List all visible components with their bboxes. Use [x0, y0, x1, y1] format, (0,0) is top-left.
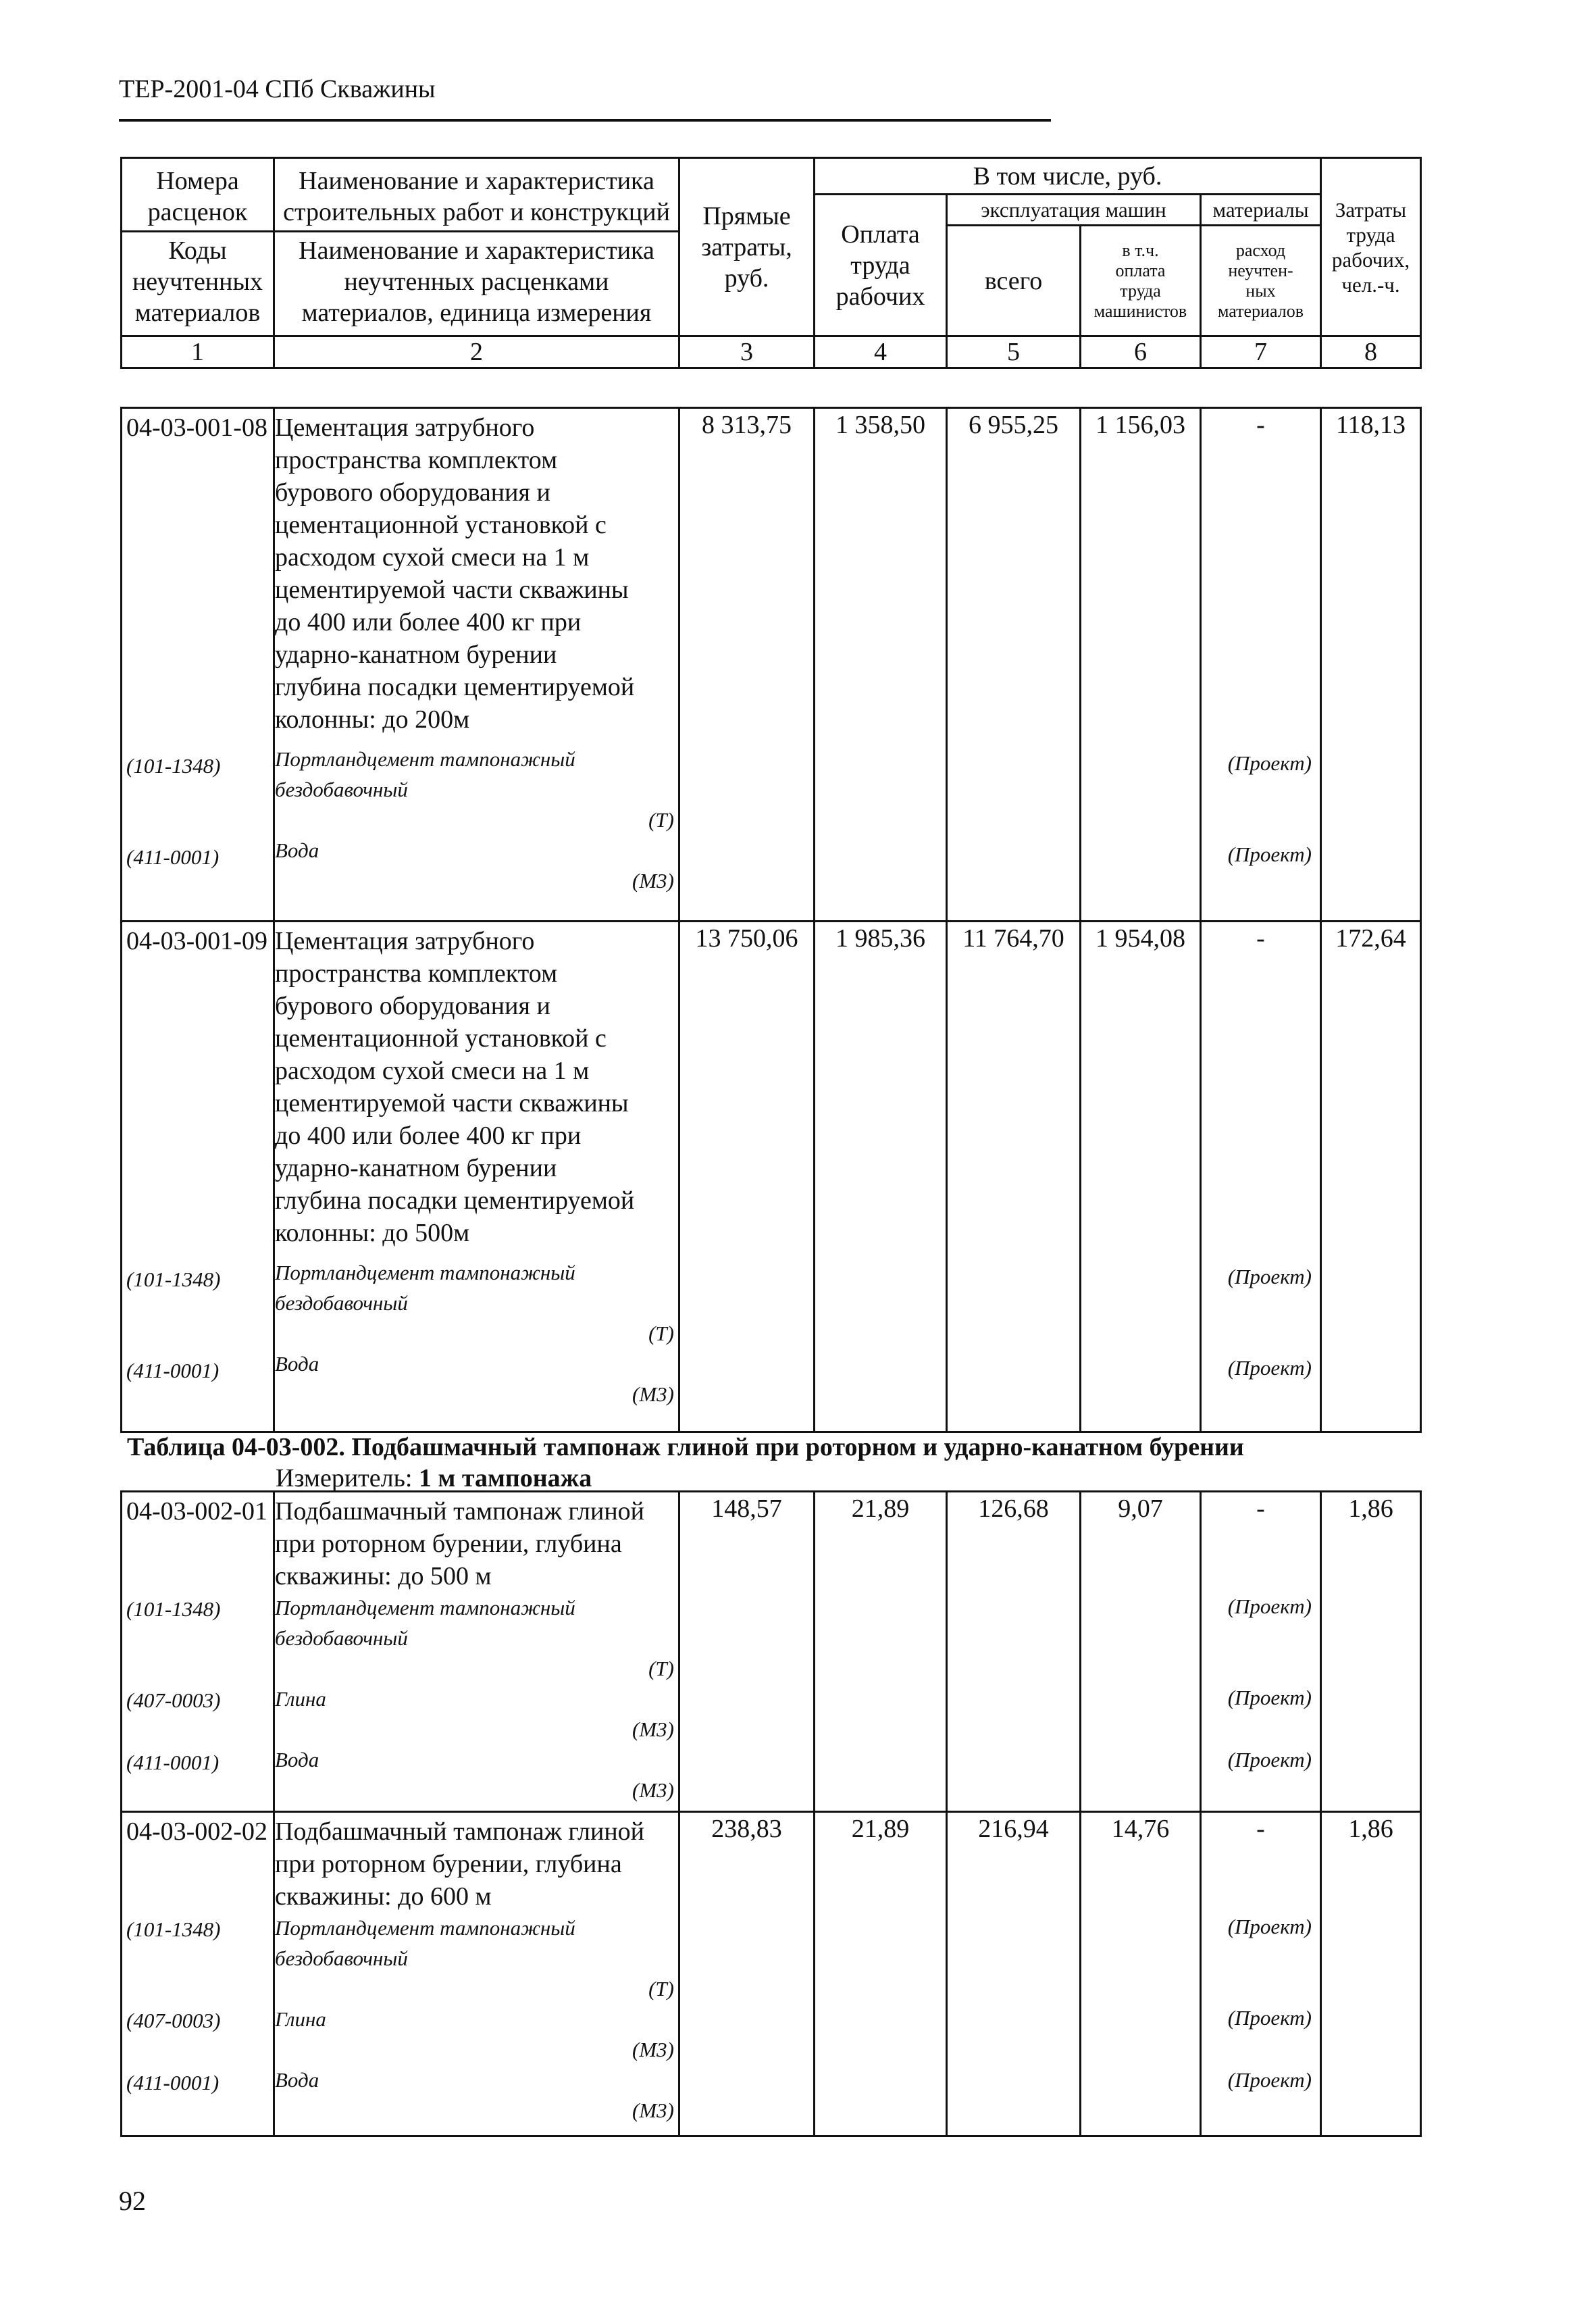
machine-total-value: 216,94 — [947, 1812, 1081, 2136]
machinist-pay-value: 1 156,03 — [1081, 408, 1201, 922]
worker-pay-value: 21,89 — [815, 1812, 947, 2136]
rate-code-cell: 04-03-002-02 (101-1348) (407-0003) (411-0001) — [122, 1812, 274, 2136]
worker-pay-value: 21,89 — [815, 1492, 947, 1812]
machine-total-value: 11 764,70 — [947, 922, 1081, 1432]
machinist-pay-value: 1 954,08 — [1081, 922, 1201, 1432]
rates-table-002 — [120, 1490, 1422, 2137]
col-number: 4 — [815, 336, 947, 368]
table-row — [122, 1492, 1421, 1812]
header-machine-operation: эксплуатация машин — [947, 195, 1201, 226]
section-meter: Измеритель: 1 м тампонажа — [276, 1464, 592, 1492]
col-number: 3 — [679, 336, 815, 368]
table-row — [122, 922, 1421, 1432]
rate-code-cell: 04-03-002-01 (101-1348) (407-0003) (411-0001) — [122, 1492, 274, 1812]
col-number: 7 — [1201, 336, 1321, 368]
header-materials: материалы — [1201, 195, 1321, 226]
direct-cost-value: 8 313,75 — [679, 408, 815, 922]
worker-pay-value: 1 985,36 — [815, 922, 947, 1432]
worker-pay-value: 1 358,50 — [815, 408, 947, 922]
materials-cell: - (Проект) (Проект) (Проект) — [1201, 1492, 1321, 1812]
header-labor-hours: Затраты труда рабочих, чел.-ч. — [1321, 158, 1421, 336]
rate-name-cell: Подбашмачный тампонаж глиной при роторном бурении, глубина скважины: до 500 м Портландцемент тампонажный бездобавочный (Т) Глина (М3) Вода (М3) — [274, 1492, 679, 1812]
materials-cell: - (Проект) (Проект) — [1201, 922, 1321, 1432]
rate-code-cell: 04-03-001-08 (101-1348) (411-0001) — [122, 408, 274, 922]
rate-code-cell: 04-03-001-09 (101-1348) (411-0001) — [122, 922, 274, 1432]
labor-hours-value: 172,64 — [1321, 922, 1421, 1432]
col-number: 6 — [1081, 336, 1201, 368]
direct-cost-value: 238,83 — [679, 1812, 815, 2136]
column-header-table — [120, 157, 1422, 369]
header-direct-cost: Прямые затраты, руб. — [679, 158, 815, 336]
section-title: Таблица 04-03-002. Подбашмачный тампонаж глиной при роторном и ударно-канатном бурении — [127, 1433, 1244, 1461]
machine-total-value: 126,68 — [947, 1492, 1081, 1812]
header-rule — [119, 119, 1051, 122]
direct-cost-value: 13 750,06 — [679, 922, 815, 1432]
rate-name-cell: Подбашмачный тампонаж глиной при роторном бурении, глубина скважины: до 600 м Портландцемент тампонажный бездобавочный (Т) Глина (М3) Вода (М3) — [274, 1812, 679, 2136]
document-title: ТЕР-2001-04 СПб Скважины — [119, 75, 436, 103]
header-worker-pay: Оплата труда рабочих — [815, 195, 947, 336]
header-code-cell: Номера расценок Коды неучтенных материалов — [122, 158, 274, 336]
header-machine-total: всего — [947, 226, 1081, 336]
header-name-cell: Наименование и характеристика строительных работ и конструкций Наименование и характеристика неучтенных расценками материалов, единица измерения — [274, 158, 679, 336]
labor-hours-value: 1,86 — [1321, 1492, 1421, 1812]
col-number: 2 — [274, 336, 679, 368]
rate-name-cell: Цементация затрубного пространства комплектом бурового оборудования и цементационной установкой с расходом сухой смеси на 1 м цементируемой части скважины до 400 или более 400 кг при ударно-канатном бурении глубина посадки цементируемой колонны: до 500м Портландцемент тампонажный бездобавочный (Т) Вода (М3) — [274, 922, 679, 1432]
labor-hours-value: 118,13 — [1321, 408, 1421, 922]
materials-cell: - (Проект) (Проект) (Проект) — [1201, 1812, 1321, 2136]
machine-total-value: 6 955,25 — [947, 408, 1081, 922]
col-number: 5 — [947, 336, 1081, 368]
direct-cost-value: 148,57 — [679, 1492, 815, 1812]
header-including-group: В том числе, руб. — [815, 158, 1321, 195]
page-number: 92 — [119, 2186, 146, 2216]
table-row — [122, 1812, 1421, 2136]
header-unaccounted-materials: расход неучтен- ных материалов — [1201, 226, 1321, 336]
rates-table-001 — [120, 407, 1422, 1433]
labor-hours-value: 1,86 — [1321, 1812, 1421, 2136]
materials-cell: - (Проект) (Проект) — [1201, 408, 1321, 922]
machinist-pay-value: 14,76 — [1081, 1812, 1201, 2136]
header-machinist-pay: в т.ч. оплата труда машинистов — [1081, 226, 1201, 336]
col-number: 8 — [1321, 336, 1421, 368]
table-row — [122, 408, 1421, 922]
machinist-pay-value: 9,07 — [1081, 1492, 1201, 1812]
rate-name-cell: Цементация затрубного пространства комплектом бурового оборудования и цементационной установкой с расходом сухой смеси на 1 м цементируемой части скважины до 400 или более 400 кг при ударно-канатном бурении глубина посадки цементируемой колонны: до 200м Портландцемент тампонажный бездобавочный (Т) Вода (М3) — [274, 408, 679, 922]
col-number: 1 — [122, 336, 274, 368]
